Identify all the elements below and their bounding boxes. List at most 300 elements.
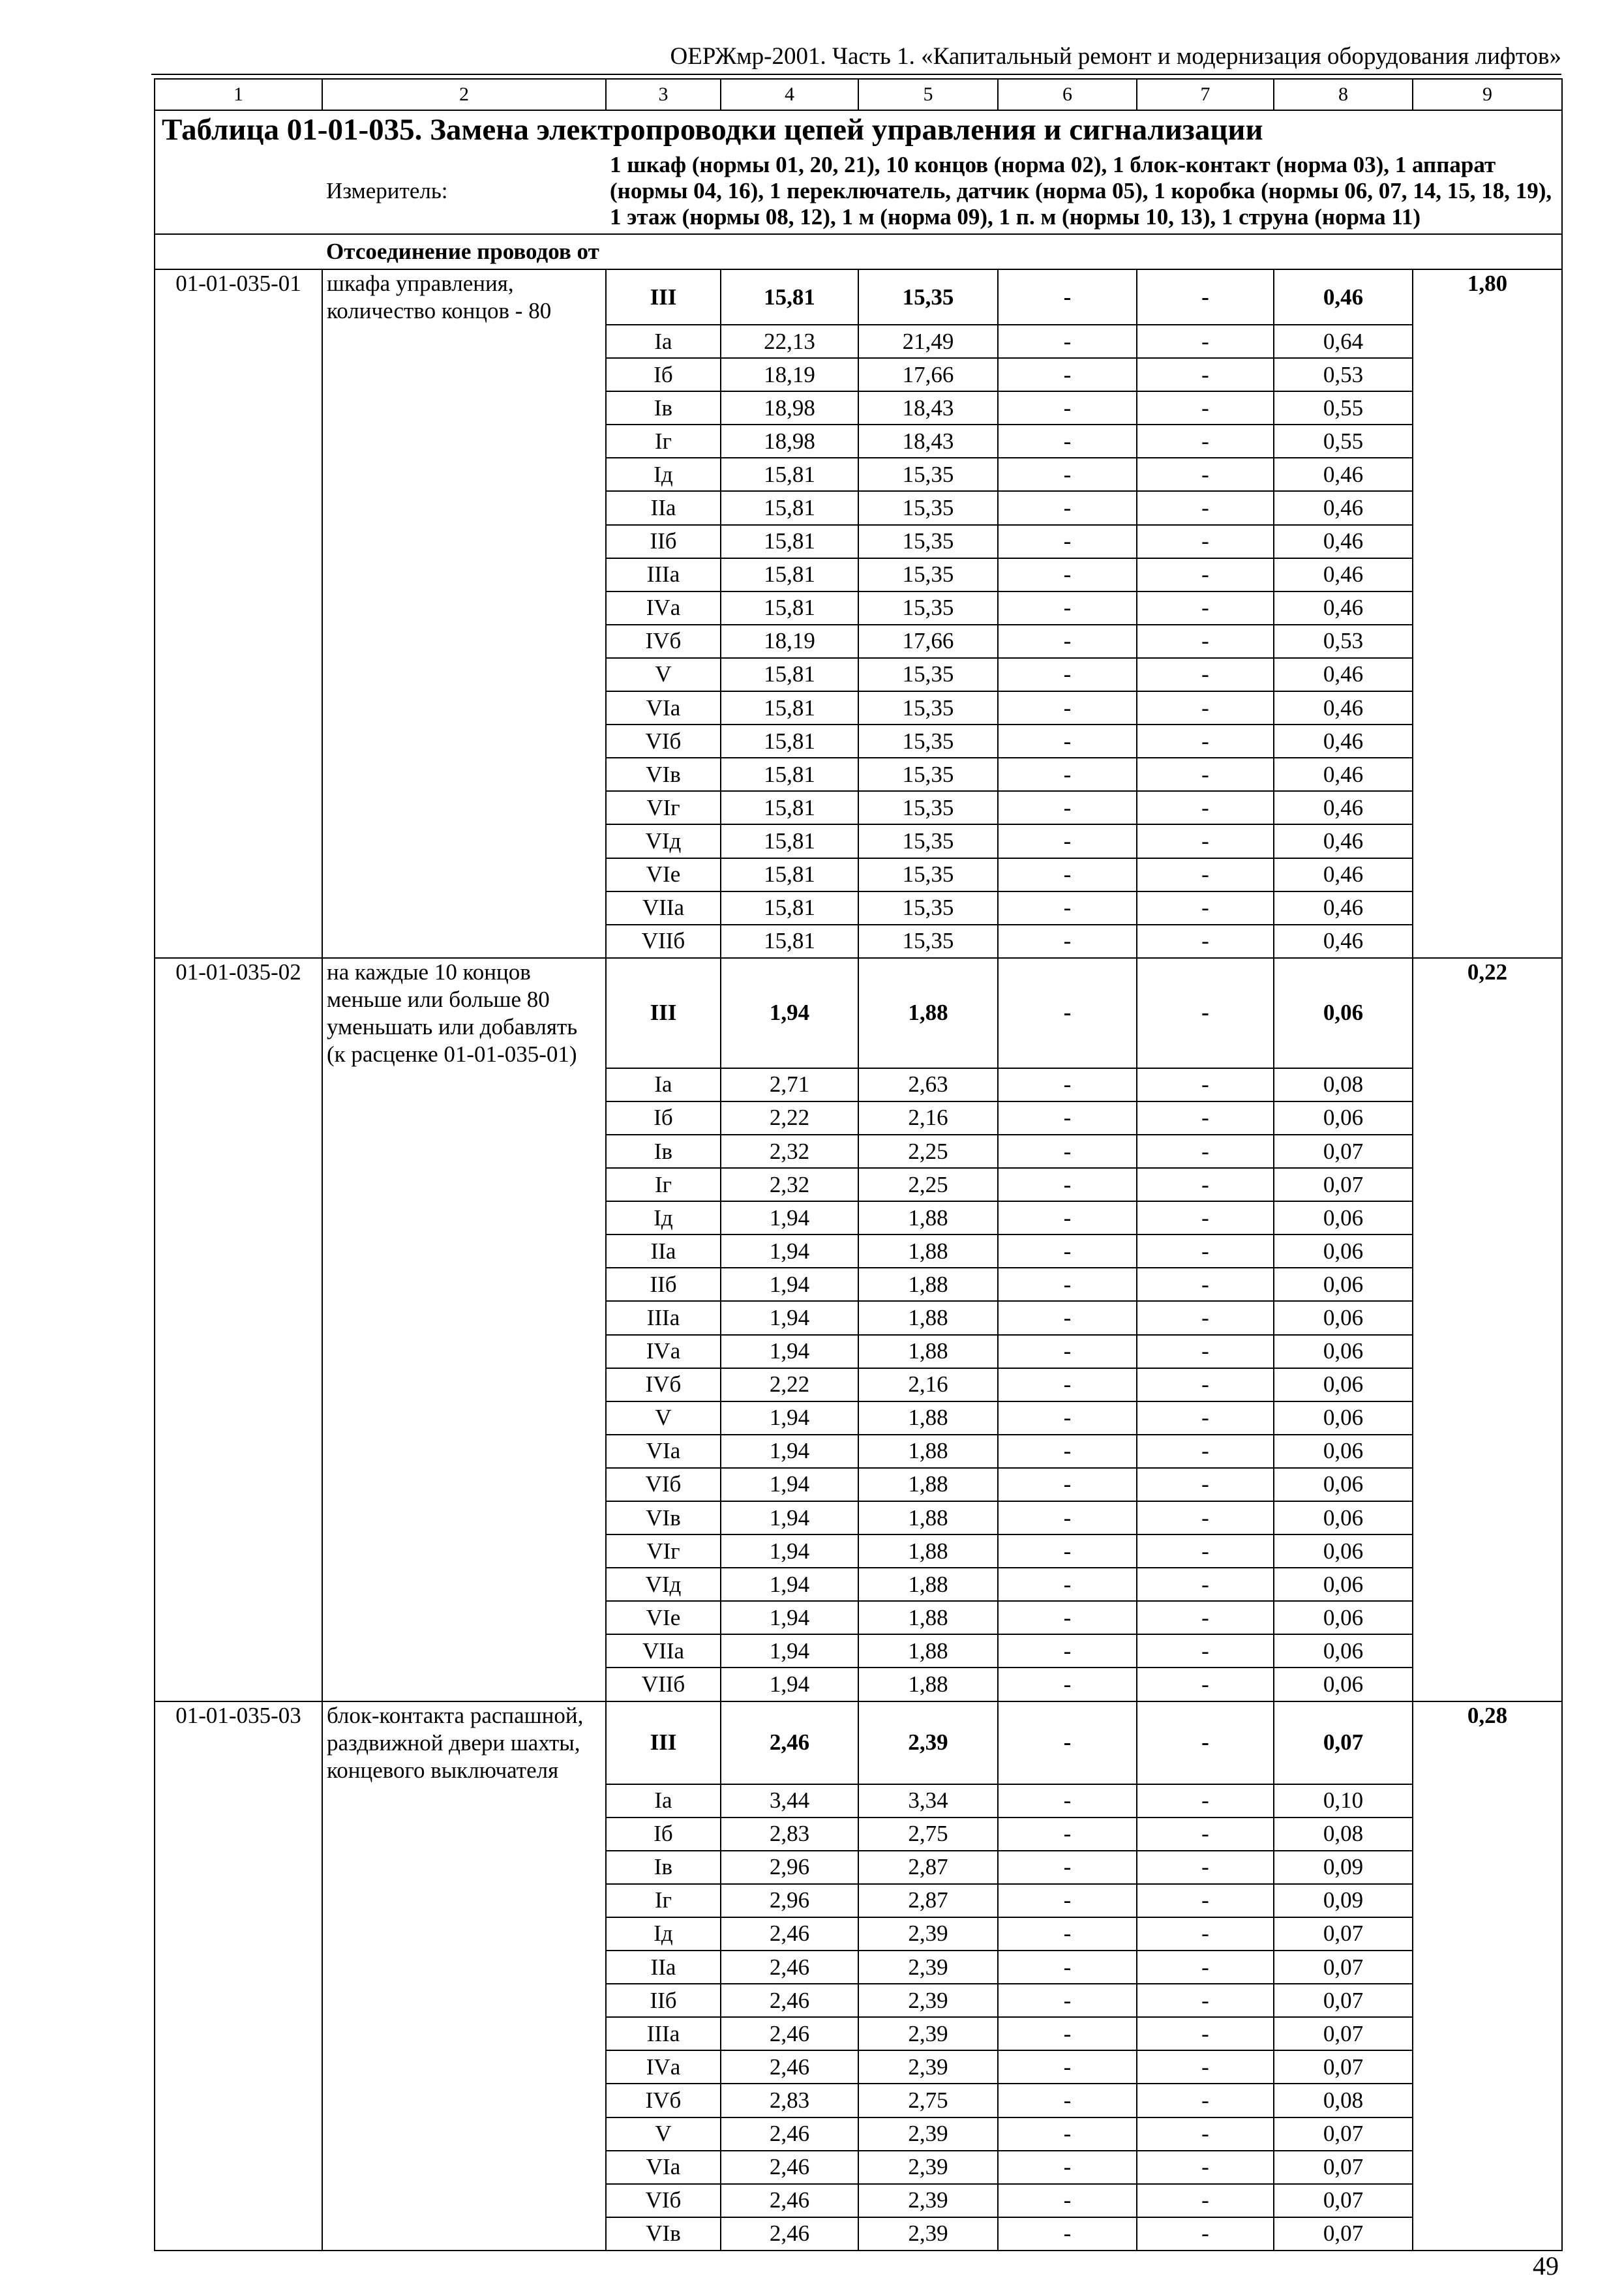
table-row	[155, 558, 1562, 591]
value-col6: -	[998, 1634, 1137, 1668]
value-col7: -	[1137, 2151, 1274, 2184]
value-col7: -	[1137, 2217, 1274, 2251]
value-col8: 0,46	[1274, 824, 1413, 858]
blank-cell	[155, 1268, 322, 1301]
table-row	[155, 1951, 1562, 1984]
column-number: 5	[858, 79, 998, 110]
table-row	[155, 925, 1562, 958]
zone-code: IIIа	[606, 2017, 721, 2050]
value-col6: -	[998, 1234, 1137, 1268]
value-col5: 2,63	[858, 1068, 998, 1101]
value-col8: 0,06	[1274, 1234, 1413, 1268]
value-col8: 0,46	[1274, 558, 1413, 591]
value-col6: -	[998, 2217, 1137, 2251]
table-row	[155, 1234, 1562, 1268]
blank-cell	[155, 725, 322, 758]
table-row	[155, 2217, 1562, 2251]
zone-code: III	[606, 1701, 721, 1784]
value-col6: -	[998, 1268, 1137, 1301]
zone-code: IIб	[606, 525, 721, 558]
blank-cell	[155, 425, 322, 458]
value-col4: 1,94	[721, 1335, 858, 1368]
zone-code: Iа	[606, 1068, 721, 1101]
value-col5: 15,35	[858, 891, 998, 925]
blank-cell	[322, 2217, 606, 2251]
table-row	[155, 2084, 1562, 2117]
value-col7: -	[1137, 1884, 1274, 1917]
blank-cell	[322, 1301, 606, 1334]
blank-cell	[1413, 1168, 1562, 1201]
blank-cell	[322, 1468, 606, 1501]
value-col4: 15,81	[721, 925, 858, 958]
blank-cell	[322, 1234, 606, 1268]
table-row	[155, 1601, 1562, 1634]
value-col6: -	[998, 1335, 1137, 1368]
blank-cell	[1413, 1301, 1562, 1334]
blank-cell	[322, 725, 606, 758]
blank-cell	[155, 1168, 322, 1201]
value-col5: 15,35	[858, 858, 998, 891]
table-row	[155, 1534, 1562, 1568]
table-row	[155, 1501, 1562, 1534]
zone-code: Iб	[606, 358, 721, 391]
value-col7: -	[1137, 925, 1274, 958]
zone-code: IIа	[606, 491, 721, 524]
blank-cell	[322, 2117, 606, 2151]
blank-cell	[322, 558, 606, 591]
value-col6: -	[998, 1568, 1137, 1601]
value-col5: 1,88	[858, 1301, 998, 1334]
value-col7: -	[1137, 525, 1274, 558]
column-number: 6	[998, 79, 1137, 110]
value-col6: -	[998, 1401, 1137, 1435]
value-col6: -	[998, 1884, 1137, 1917]
value-col7: -	[1137, 1601, 1274, 1634]
value-col5: 1,88	[858, 1468, 998, 1501]
value-col5: 2,39	[858, 2117, 998, 2151]
blank-cell	[322, 1401, 606, 1435]
value-col8: 0,46	[1274, 491, 1413, 524]
value-col5: 1,88	[858, 1268, 998, 1301]
value-col4: 1,94	[721, 1401, 858, 1435]
value-col8: 0,06	[1274, 1401, 1413, 1435]
value-col7: -	[1137, 625, 1274, 658]
value-col8: 0,06	[1274, 1268, 1413, 1301]
value-col7: -	[1137, 2184, 1274, 2217]
blank-cell	[155, 658, 322, 691]
blank-cell	[322, 1501, 606, 1534]
zone-code: IIIа	[606, 558, 721, 591]
value-col7: -	[1137, 1101, 1274, 1135]
blank-cell	[1413, 1534, 1562, 1568]
blank-cell	[1413, 1201, 1562, 1234]
value-col6: -	[998, 791, 1137, 824]
table-row	[155, 1917, 1562, 1951]
blank-cell	[322, 1101, 606, 1135]
value-col5: 1,88	[858, 1568, 998, 1601]
value-col8: 0,55	[1274, 425, 1413, 458]
blank-cell	[1413, 1601, 1562, 1634]
value-col5: 15,35	[858, 491, 998, 524]
value-col6: -	[998, 1435, 1137, 1468]
table-row	[155, 325, 1562, 358]
value-col4: 18,98	[721, 391, 858, 425]
value-col6: -	[998, 2117, 1137, 2151]
blank-cell	[155, 2017, 322, 2050]
value-col5: 2,25	[858, 1168, 998, 1201]
value-col4: 1,94	[721, 1534, 858, 1568]
blank-cell	[322, 1168, 606, 1201]
zone-code: IVа	[606, 2050, 721, 2084]
value-col7: -	[1137, 425, 1274, 458]
value-col5: 1,88	[858, 1234, 998, 1268]
value-col4: 2,96	[721, 1884, 858, 1917]
blank-cell	[322, 1568, 606, 1601]
zone-code: Iг	[606, 425, 721, 458]
value-col5: 2,87	[858, 1851, 998, 1884]
value-col6: -	[998, 2184, 1137, 2217]
blank-cell	[322, 1601, 606, 1634]
blank-cell	[155, 858, 322, 891]
blank-cell	[1413, 558, 1562, 591]
value-col7: -	[1137, 2017, 1274, 2050]
blank-cell	[1413, 391, 1562, 425]
value-col8: 0,08	[1274, 2084, 1413, 2117]
value-col8: 0,55	[1274, 391, 1413, 425]
table-row	[155, 1818, 1562, 1851]
blank-cell	[322, 658, 606, 691]
blank-cell	[1413, 1818, 1562, 1851]
value-col5: 1,88	[858, 1335, 998, 1368]
value-col7: -	[1137, 358, 1274, 391]
value-col7: -	[1137, 325, 1274, 358]
table-row	[155, 2017, 1562, 2050]
blank-cell	[155, 891, 322, 925]
measure-label: Измеритель:	[322, 149, 606, 234]
value-col5: 2,16	[858, 1101, 998, 1135]
value-col9: 0,28	[1413, 1701, 1562, 1784]
value-col6: -	[998, 325, 1137, 358]
value-col4: 18,19	[721, 625, 858, 658]
value-col7: -	[1137, 691, 1274, 725]
blank-cell	[322, 1818, 606, 1851]
value-col6: -	[998, 1368, 1137, 1401]
value-col5: 2,16	[858, 1368, 998, 1401]
blank-cell	[155, 2151, 322, 2184]
value-col5: 1,88	[858, 1501, 998, 1534]
zone-code: III	[606, 958, 721, 1068]
value-col7: -	[1137, 2117, 1274, 2151]
blank-cell	[155, 2050, 322, 2084]
value-col7: -	[1137, 1818, 1274, 1851]
table-title: Таблица 01-01-035. Замена электропроводки цепей управления и сигнализации	[155, 110, 1562, 149]
value-col4: 1,94	[721, 1501, 858, 1534]
blank-cell	[155, 1884, 322, 1917]
value-col8: 0,46	[1274, 691, 1413, 725]
value-col4: 2,46	[721, 2050, 858, 2084]
table-row	[155, 1168, 1562, 1201]
value-col8: 0,46	[1274, 525, 1413, 558]
value-col4: 2,71	[721, 1068, 858, 1101]
blank-cell	[155, 2084, 322, 2117]
zone-code: VIг	[606, 791, 721, 824]
zone-code: VIа	[606, 2151, 721, 2184]
value-col6: -	[998, 1851, 1137, 1884]
blank-cell	[1413, 2017, 1562, 2050]
value-col4: 1,94	[721, 1301, 858, 1334]
table-row	[155, 2117, 1562, 2151]
value-col7: -	[1137, 558, 1274, 591]
zone-code: VIб	[606, 1468, 721, 1501]
page-header: ОЕРЖмр-2001. Часть 1. «Капитальный ремонт и модернизация оборудования лифтов»	[670, 43, 1561, 70]
value-col4: 2,46	[721, 2151, 858, 2184]
blank-cell	[155, 1335, 322, 1368]
value-col7: -	[1137, 1468, 1274, 1501]
zone-code: IIб	[606, 1268, 721, 1301]
table-row	[155, 2050, 1562, 2084]
blank-cell	[155, 358, 322, 391]
value-col8: 0,07	[1274, 1168, 1413, 1201]
header-divider	[151, 74, 1561, 75]
blank-cell	[155, 591, 322, 625]
blank-cell	[1413, 891, 1562, 925]
table-row	[155, 725, 1562, 758]
blank-cell	[322, 2084, 606, 2117]
value-col7: -	[1137, 269, 1274, 325]
blank-cell	[322, 824, 606, 858]
zone-code: VIа	[606, 1435, 721, 1468]
value-col8: 0,46	[1274, 725, 1413, 758]
blank-cell	[1413, 591, 1562, 625]
blank-cell	[1413, 1101, 1562, 1135]
blank-cell	[322, 425, 606, 458]
table-row	[155, 1401, 1562, 1435]
blank-cell	[322, 1534, 606, 1568]
value-col7: -	[1137, 491, 1274, 524]
value-col4: 1,94	[721, 1201, 858, 1234]
value-col8: 0,07	[1274, 2117, 1413, 2151]
blank-cell	[155, 1818, 322, 1851]
table-row	[155, 458, 1562, 491]
zone-code: IIб	[606, 1984, 721, 2017]
blank-cell	[1413, 2084, 1562, 2117]
table-row	[155, 1784, 1562, 1818]
table-row	[155, 2184, 1562, 2217]
value-col8: 0,53	[1274, 358, 1413, 391]
blank-cell	[155, 1234, 322, 1268]
blank-cell	[155, 1851, 322, 1884]
value-col6: -	[998, 425, 1137, 458]
table-row	[155, 1984, 1562, 2017]
value-col7: -	[1137, 1068, 1274, 1101]
blank-cell	[155, 1501, 322, 1534]
blank-cell	[322, 391, 606, 425]
blank-cell	[322, 1851, 606, 1884]
value-col7: -	[1137, 391, 1274, 425]
table-row	[155, 858, 1562, 891]
value-col4: 2,46	[721, 1701, 858, 1784]
blank-cell	[322, 1135, 606, 1168]
value-col4: 15,81	[721, 758, 858, 791]
zone-code: Iд	[606, 1201, 721, 1234]
table-row	[155, 1268, 1562, 1301]
value-col7: -	[1137, 1851, 1274, 1884]
blank-cell	[1413, 525, 1562, 558]
value-col4: 15,81	[721, 558, 858, 591]
blank-cell	[155, 1201, 322, 1234]
value-col8: 0,09	[1274, 1851, 1413, 1884]
blank-cell	[322, 358, 606, 391]
blank-cell	[322, 1917, 606, 1951]
table-row	[155, 1335, 1562, 1368]
zone-code: Iв	[606, 391, 721, 425]
value-col7: -	[1137, 758, 1274, 791]
value-col7: -	[1137, 1401, 1274, 1435]
blank-cell	[1413, 2151, 1562, 2184]
value-col8: 0,07	[1274, 1951, 1413, 1984]
blank-cell	[322, 2017, 606, 2050]
table-title-row	[155, 110, 1562, 149]
value-col8: 0,07	[1274, 1701, 1413, 1784]
value-col7: -	[1137, 958, 1274, 1068]
value-col6: -	[998, 2050, 1137, 2084]
value-col7: -	[1137, 1534, 1274, 1568]
table-row	[155, 958, 1562, 1068]
blank-cell	[155, 1101, 322, 1135]
value-col5: 15,35	[858, 725, 998, 758]
blank-cell	[1413, 791, 1562, 824]
zone-code: VIIб	[606, 925, 721, 958]
blank-cell	[1413, 1568, 1562, 1601]
value-col5: 15,35	[858, 525, 998, 558]
value-col5: 2,75	[858, 2084, 998, 2117]
blank-cell	[155, 1534, 322, 1568]
value-col8: 0,06	[1274, 1601, 1413, 1634]
blank-cell	[1413, 2117, 1562, 2151]
blank-cell	[155, 458, 322, 491]
value-col7: -	[1137, 1234, 1274, 1268]
table-row	[155, 658, 1562, 691]
value-col4: 2,46	[721, 1917, 858, 1951]
value-col4: 1,94	[721, 1668, 858, 1701]
value-col5: 15,35	[858, 758, 998, 791]
value-col8: 0,06	[1274, 1534, 1413, 1568]
value-col5: 2,39	[858, 1984, 998, 2017]
table-row	[155, 1201, 1562, 1234]
table-row	[155, 1568, 1562, 1601]
blank-cell	[322, 1201, 606, 1234]
value-col9: 1,80	[1413, 269, 1562, 325]
table-row	[155, 758, 1562, 791]
blank-cell	[1413, 691, 1562, 725]
value-col8: 0,07	[1274, 1135, 1413, 1168]
value-col4: 15,81	[721, 458, 858, 491]
blank-cell	[1413, 1784, 1562, 1818]
value-col6: -	[998, 1501, 1137, 1534]
blank-cell	[1413, 1634, 1562, 1668]
blank-cell	[1413, 858, 1562, 891]
blank-cell	[322, 891, 606, 925]
blank-cell	[155, 525, 322, 558]
value-col4: 2,32	[721, 1168, 858, 1201]
table-row	[155, 1884, 1562, 1917]
value-col5: 15,35	[858, 791, 998, 824]
value-col7: -	[1137, 591, 1274, 625]
blank-cell	[322, 791, 606, 824]
blank-cell	[322, 691, 606, 725]
rates-table	[154, 78, 1563, 2251]
table-row	[155, 358, 1562, 391]
table-row	[155, 2151, 1562, 2184]
zone-code: VIд	[606, 824, 721, 858]
value-col8: 0,08	[1274, 1068, 1413, 1101]
blank-cell	[322, 2050, 606, 2084]
zone-code: IIIа	[606, 1301, 721, 1334]
value-col8: 0,07	[1274, 2217, 1413, 2251]
table-row	[155, 525, 1562, 558]
value-col4: 15,81	[721, 791, 858, 824]
blank-cell	[322, 1784, 606, 1818]
value-col7: -	[1137, 725, 1274, 758]
column-number: 1	[155, 79, 322, 110]
table-row	[155, 1851, 1562, 1884]
value-col5: 1,88	[858, 1601, 998, 1634]
rate-description: шкафа управления, количество концов - 80	[322, 269, 606, 325]
value-col5: 1,88	[858, 958, 998, 1068]
value-col7: -	[1137, 2050, 1274, 2084]
value-col4: 2,32	[721, 1135, 858, 1168]
value-col4: 1,94	[721, 1435, 858, 1468]
blank-cell	[322, 758, 606, 791]
blank-cell	[1413, 1335, 1562, 1368]
value-col7: -	[1137, 1135, 1274, 1168]
blank-cell	[155, 1917, 322, 1951]
value-col5: 1,88	[858, 1534, 998, 1568]
table-row	[155, 1468, 1562, 1501]
value-col5: 2,25	[858, 1135, 998, 1168]
blank-cell	[322, 591, 606, 625]
value-col8: 0,06	[1274, 1634, 1413, 1668]
value-col6: -	[998, 1135, 1137, 1168]
value-col6: -	[998, 758, 1137, 791]
zone-code: VIIа	[606, 1634, 721, 1668]
value-col8: 0,07	[1274, 2151, 1413, 2184]
value-col8: 0,46	[1274, 891, 1413, 925]
value-col7: -	[1137, 1368, 1274, 1401]
blank-cell	[155, 1634, 322, 1668]
value-col8: 0,07	[1274, 2017, 1413, 2050]
value-col9: 0,22	[1413, 958, 1562, 1068]
value-col8: 0,07	[1274, 2050, 1413, 2084]
value-col8: 0,06	[1274, 1435, 1413, 1468]
table-row	[155, 391, 1562, 425]
value-col6: -	[998, 491, 1137, 524]
value-col4: 3,44	[721, 1784, 858, 1818]
blank-cell	[1413, 1135, 1562, 1168]
blank-cell	[322, 1668, 606, 1701]
value-col8: 0,46	[1274, 458, 1413, 491]
value-col4: 1,94	[721, 1601, 858, 1634]
blank-cell	[155, 1301, 322, 1334]
blank-cell	[155, 1984, 322, 2017]
blank-cell	[155, 1951, 322, 1984]
value-col4: 1,94	[721, 1468, 858, 1501]
zone-code: Iд	[606, 458, 721, 491]
table-row	[155, 1301, 1562, 1334]
value-col5: 2,39	[858, 1917, 998, 1951]
blank-cell	[155, 1468, 322, 1501]
value-col4: 2,96	[721, 1851, 858, 1884]
